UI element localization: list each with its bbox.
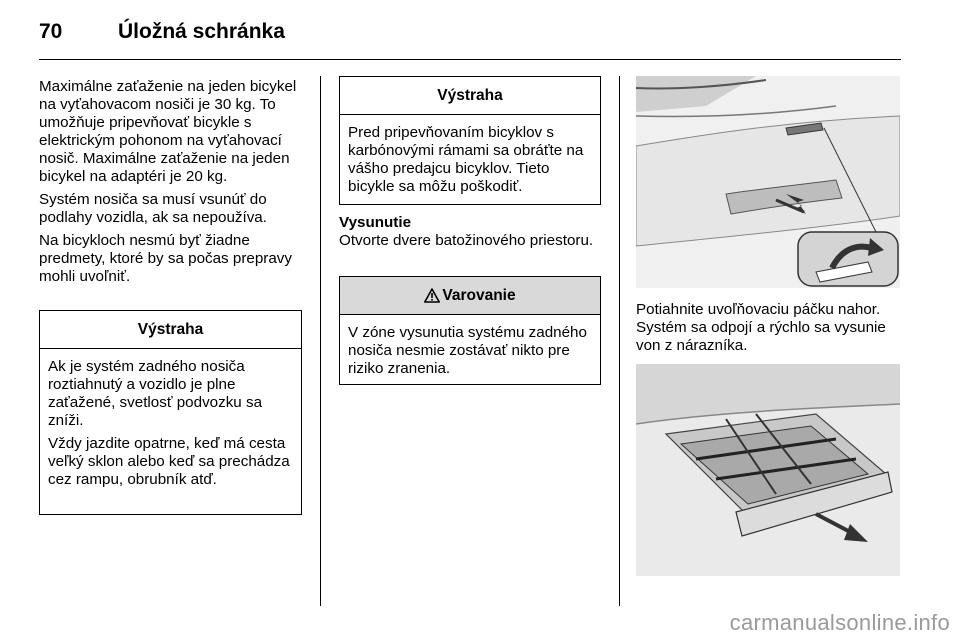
warning-box <box>339 276 601 385</box>
paragraph: Maximálne zaťaženie na jeden bicykel na vyťahovacom nosiči je 30 kg. To umožňuje pripevňovať bicykle s elektrickým pohonom na vyťahovací nosič. Maximálne zaťaženie na jeden bicykel na adaptéri je 20 kg. <box>39 78 297 185</box>
extended-bike-carrier-illustration <box>636 364 900 576</box>
instruction-paragraph: Potiahnite uvoľňovaciu páčku nahor. Systém sa odpojí a rýchlo sa vysunie von z nárazníka. <box>636 301 886 354</box>
paragraph: Na bicykloch nesmú byť žiadne predmety, ktoré by sa počas prepravy mohli uvoľniť. <box>39 232 292 285</box>
page-number: 70 <box>39 20 63 43</box>
caution-paragraph: Vždy jazdite opatrne, keď má cesta veľký sklon alebo keď sa prechádza cez rampu, obrubník atď. <box>48 435 290 488</box>
warning-triangle-icon <box>424 288 440 303</box>
instruction-text <box>636 301 904 360</box>
watermark: carmanualsonline.info <box>729 610 950 635</box>
caution-paragraph: Pred pripevňovaním bicyklov s karbónovými rámami sa obráťte na vášho predajcu bicyklov. Tieto bicykle sa môžu poškodiť. <box>348 124 584 195</box>
caution-box-heading: Výstraha <box>340 77 600 115</box>
page-title: Úložná schránka <box>118 20 285 43</box>
section-text: Otvorte dvere batožinového priestoru. <box>339 232 594 249</box>
column-divider-left <box>320 76 321 606</box>
warning-box-body <box>340 315 600 386</box>
caution-box-left <box>39 310 302 515</box>
caution-box-middle <box>339 76 601 205</box>
extension-section <box>339 214 604 250</box>
warning-heading-text: Varovanie <box>442 286 516 304</box>
warning-box-heading <box>340 277 600 315</box>
caution-box-body <box>40 349 301 497</box>
tailgate-release-lever-illustration <box>636 76 900 288</box>
warning-paragraph: V zóne vysunutia systému zadného nosiča nesmie zostávať nikto pre riziko zranenia. <box>348 324 587 377</box>
paragraph: Systém nosiča sa musí vsunúť do podlahy vozidla, ak sa nepoužíva. <box>39 191 267 226</box>
header-divider <box>39 59 901 60</box>
section-heading: Vysunutie <box>339 214 412 231</box>
caution-box-body <box>340 115 600 204</box>
column-divider-right <box>619 76 620 606</box>
caution-box-heading: Výstraha <box>40 311 301 349</box>
caution-paragraph: Ak je systém zadného nosiča roztiahnutý a vozidlo je plne zaťažené, svetlosť podvozku sa zníži. <box>48 358 263 429</box>
left-column-text <box>39 78 309 291</box>
